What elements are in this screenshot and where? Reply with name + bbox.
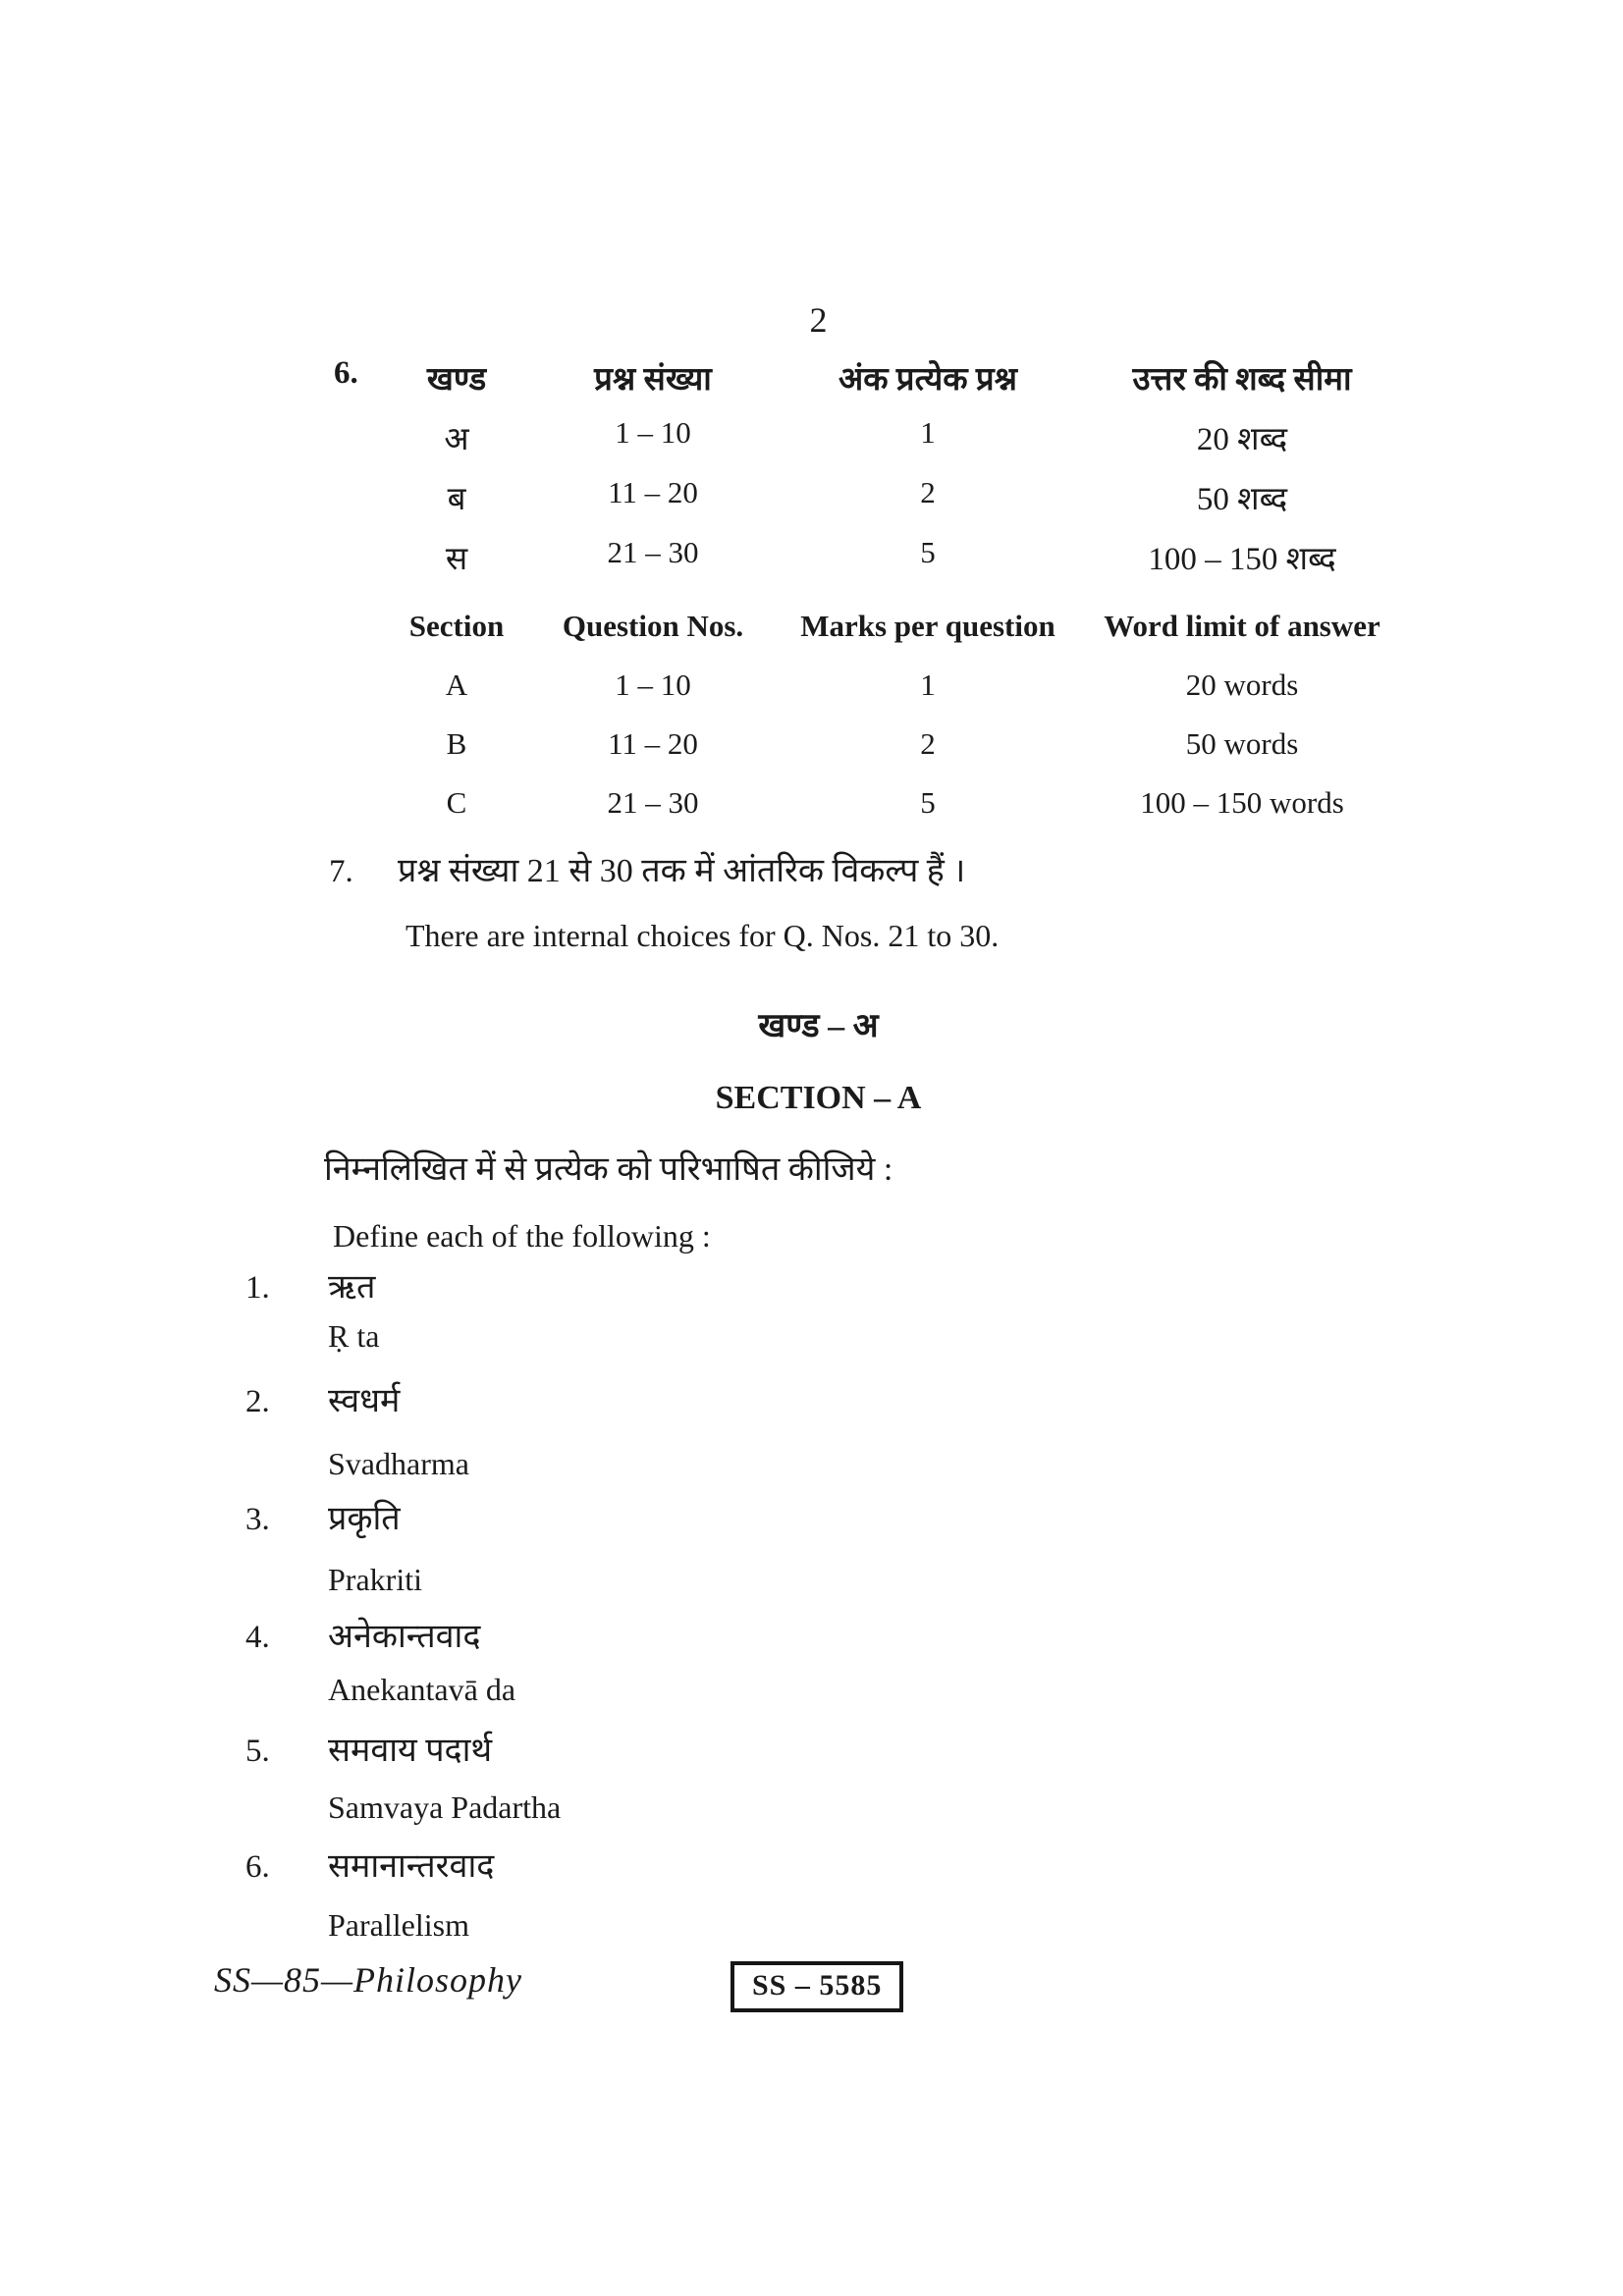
table-cell-section: C bbox=[446, 785, 467, 820]
question-english: Prakriti bbox=[328, 1562, 422, 1597]
table-cell-limit: 20 words bbox=[1185, 667, 1299, 702]
question-number: 2. bbox=[245, 1384, 270, 1419]
question-line bbox=[245, 1845, 494, 1889]
instruction6-table-hindi bbox=[334, 355, 1414, 595]
question-english: Ṛ ta bbox=[328, 1318, 380, 1354]
table-cell-section: ब bbox=[447, 482, 466, 517]
table-cell-marks: 1 bbox=[920, 667, 936, 702]
table-cell-limit: 100 – 150 शब्द bbox=[1148, 542, 1336, 577]
table-cell-limit: 20 शब्द bbox=[1196, 422, 1288, 457]
table-cell-empty bbox=[334, 535, 393, 595]
instruction7-hindi-text: प्रश्न संख्या 21 से 30 तक में आंतरिक विकल्प हैं । bbox=[398, 853, 966, 889]
question-english: Anekantavā da bbox=[328, 1672, 516, 1707]
table-cell-marks: 5 bbox=[920, 535, 936, 569]
table-cell-marks: 2 bbox=[920, 475, 936, 509]
question-number: 6. bbox=[245, 1849, 270, 1885]
question-line bbox=[245, 1380, 400, 1423]
table-cell-empty bbox=[334, 785, 393, 844]
question-hindi: ऋत bbox=[328, 1269, 376, 1306]
question-english: Svadharma bbox=[328, 1446, 469, 1481]
question-hindi: अनेकान्तवाद bbox=[328, 1619, 481, 1655]
question-line bbox=[245, 1498, 401, 1541]
table-header-khand: खण्ड bbox=[426, 362, 487, 398]
table-cell-empty bbox=[334, 667, 393, 726]
table-cell-section: B bbox=[446, 726, 467, 761]
table-cell-qnos: 21 – 30 bbox=[607, 535, 699, 569]
instruction6-number: 6. bbox=[334, 355, 358, 391]
question-hindi: स्वधर्म bbox=[328, 1383, 401, 1419]
table-cell-qnos: 11 – 20 bbox=[608, 475, 698, 509]
table-cell-empty bbox=[334, 609, 393, 667]
question-line bbox=[245, 1730, 492, 1773]
table-cell-empty bbox=[334, 475, 393, 535]
table-header-marks-per-question: Marks per question bbox=[800, 609, 1055, 643]
page-number: 2 bbox=[809, 300, 828, 340]
instruction6-table-english bbox=[334, 609, 1414, 844]
question-number: 1. bbox=[245, 1270, 270, 1306]
table-cell-marks: 2 bbox=[920, 726, 936, 761]
table-cell-qnos: 21 – 30 bbox=[607, 785, 699, 820]
paper-stamp: SS – 5585 bbox=[730, 1961, 903, 2012]
table-header-section: Section bbox=[408, 609, 505, 643]
instruction7-english-text: There are internal choices for Q. Nos. 21 to 30. bbox=[406, 918, 1000, 953]
question-hindi: समवाय पदार्थ bbox=[328, 1733, 493, 1769]
table-header-question-nos: Question Nos. bbox=[562, 609, 744, 643]
table-header-shabd-seema: उत्तर की शब्द सीमा bbox=[1132, 362, 1352, 398]
question-number: 5. bbox=[245, 1734, 270, 1769]
table-cell-limit: 50 शब्द bbox=[1196, 482, 1288, 517]
table-cell-empty bbox=[334, 726, 393, 785]
question-line bbox=[245, 1616, 480, 1659]
question-hindi: प्रकृति bbox=[328, 1501, 401, 1537]
table-header-prashn-sankhya: प्रश्न संख्या bbox=[594, 362, 712, 398]
table-cell-section: स bbox=[445, 542, 468, 577]
table-cell-qnos: 1 – 10 bbox=[615, 415, 691, 450]
section-heading-hindi: खण्ड – अ bbox=[758, 1008, 879, 1044]
table-cell-section: अ bbox=[444, 422, 469, 457]
table-cell-limit: 50 words bbox=[1185, 726, 1299, 761]
table-cell-empty bbox=[334, 415, 393, 475]
instruction7-number: 7. bbox=[329, 854, 353, 889]
question-english: Samvaya Padartha bbox=[328, 1789, 562, 1825]
section-heading-english: SECTION – A bbox=[715, 1080, 922, 1116]
question-hindi: समानान्तरवाद bbox=[328, 1848, 495, 1885]
instruction7-hindi-line bbox=[329, 850, 965, 893]
table-cell-marks: 5 bbox=[920, 785, 936, 820]
table-header-ank-pratyek: अंक प्रत्येक प्रश्न bbox=[839, 362, 1017, 398]
section-instruction-english: Define each of the following : bbox=[333, 1218, 711, 1254]
table-cell-qnos: 11 – 20 bbox=[608, 726, 698, 761]
question-number: 3. bbox=[245, 1502, 270, 1537]
paper-code: SS—85—Philosophy bbox=[214, 1960, 523, 2000]
table-cell-qnos: 1 – 10 bbox=[615, 667, 691, 702]
table-cell-limit: 100 – 150 words bbox=[1140, 785, 1344, 820]
table-cell-marks: 1 bbox=[920, 415, 936, 450]
question-line bbox=[245, 1266, 375, 1309]
table-header-word-limit: Word limit of answer bbox=[1104, 609, 1380, 643]
question-number: 4. bbox=[245, 1620, 270, 1655]
section-instruction-hindi: निम्नलिखित में से प्रत्येक को परिभाषित कीजिये : bbox=[324, 1151, 893, 1188]
question-english: Parallelism bbox=[328, 1907, 469, 1943]
table-cell-section: A bbox=[445, 667, 468, 702]
